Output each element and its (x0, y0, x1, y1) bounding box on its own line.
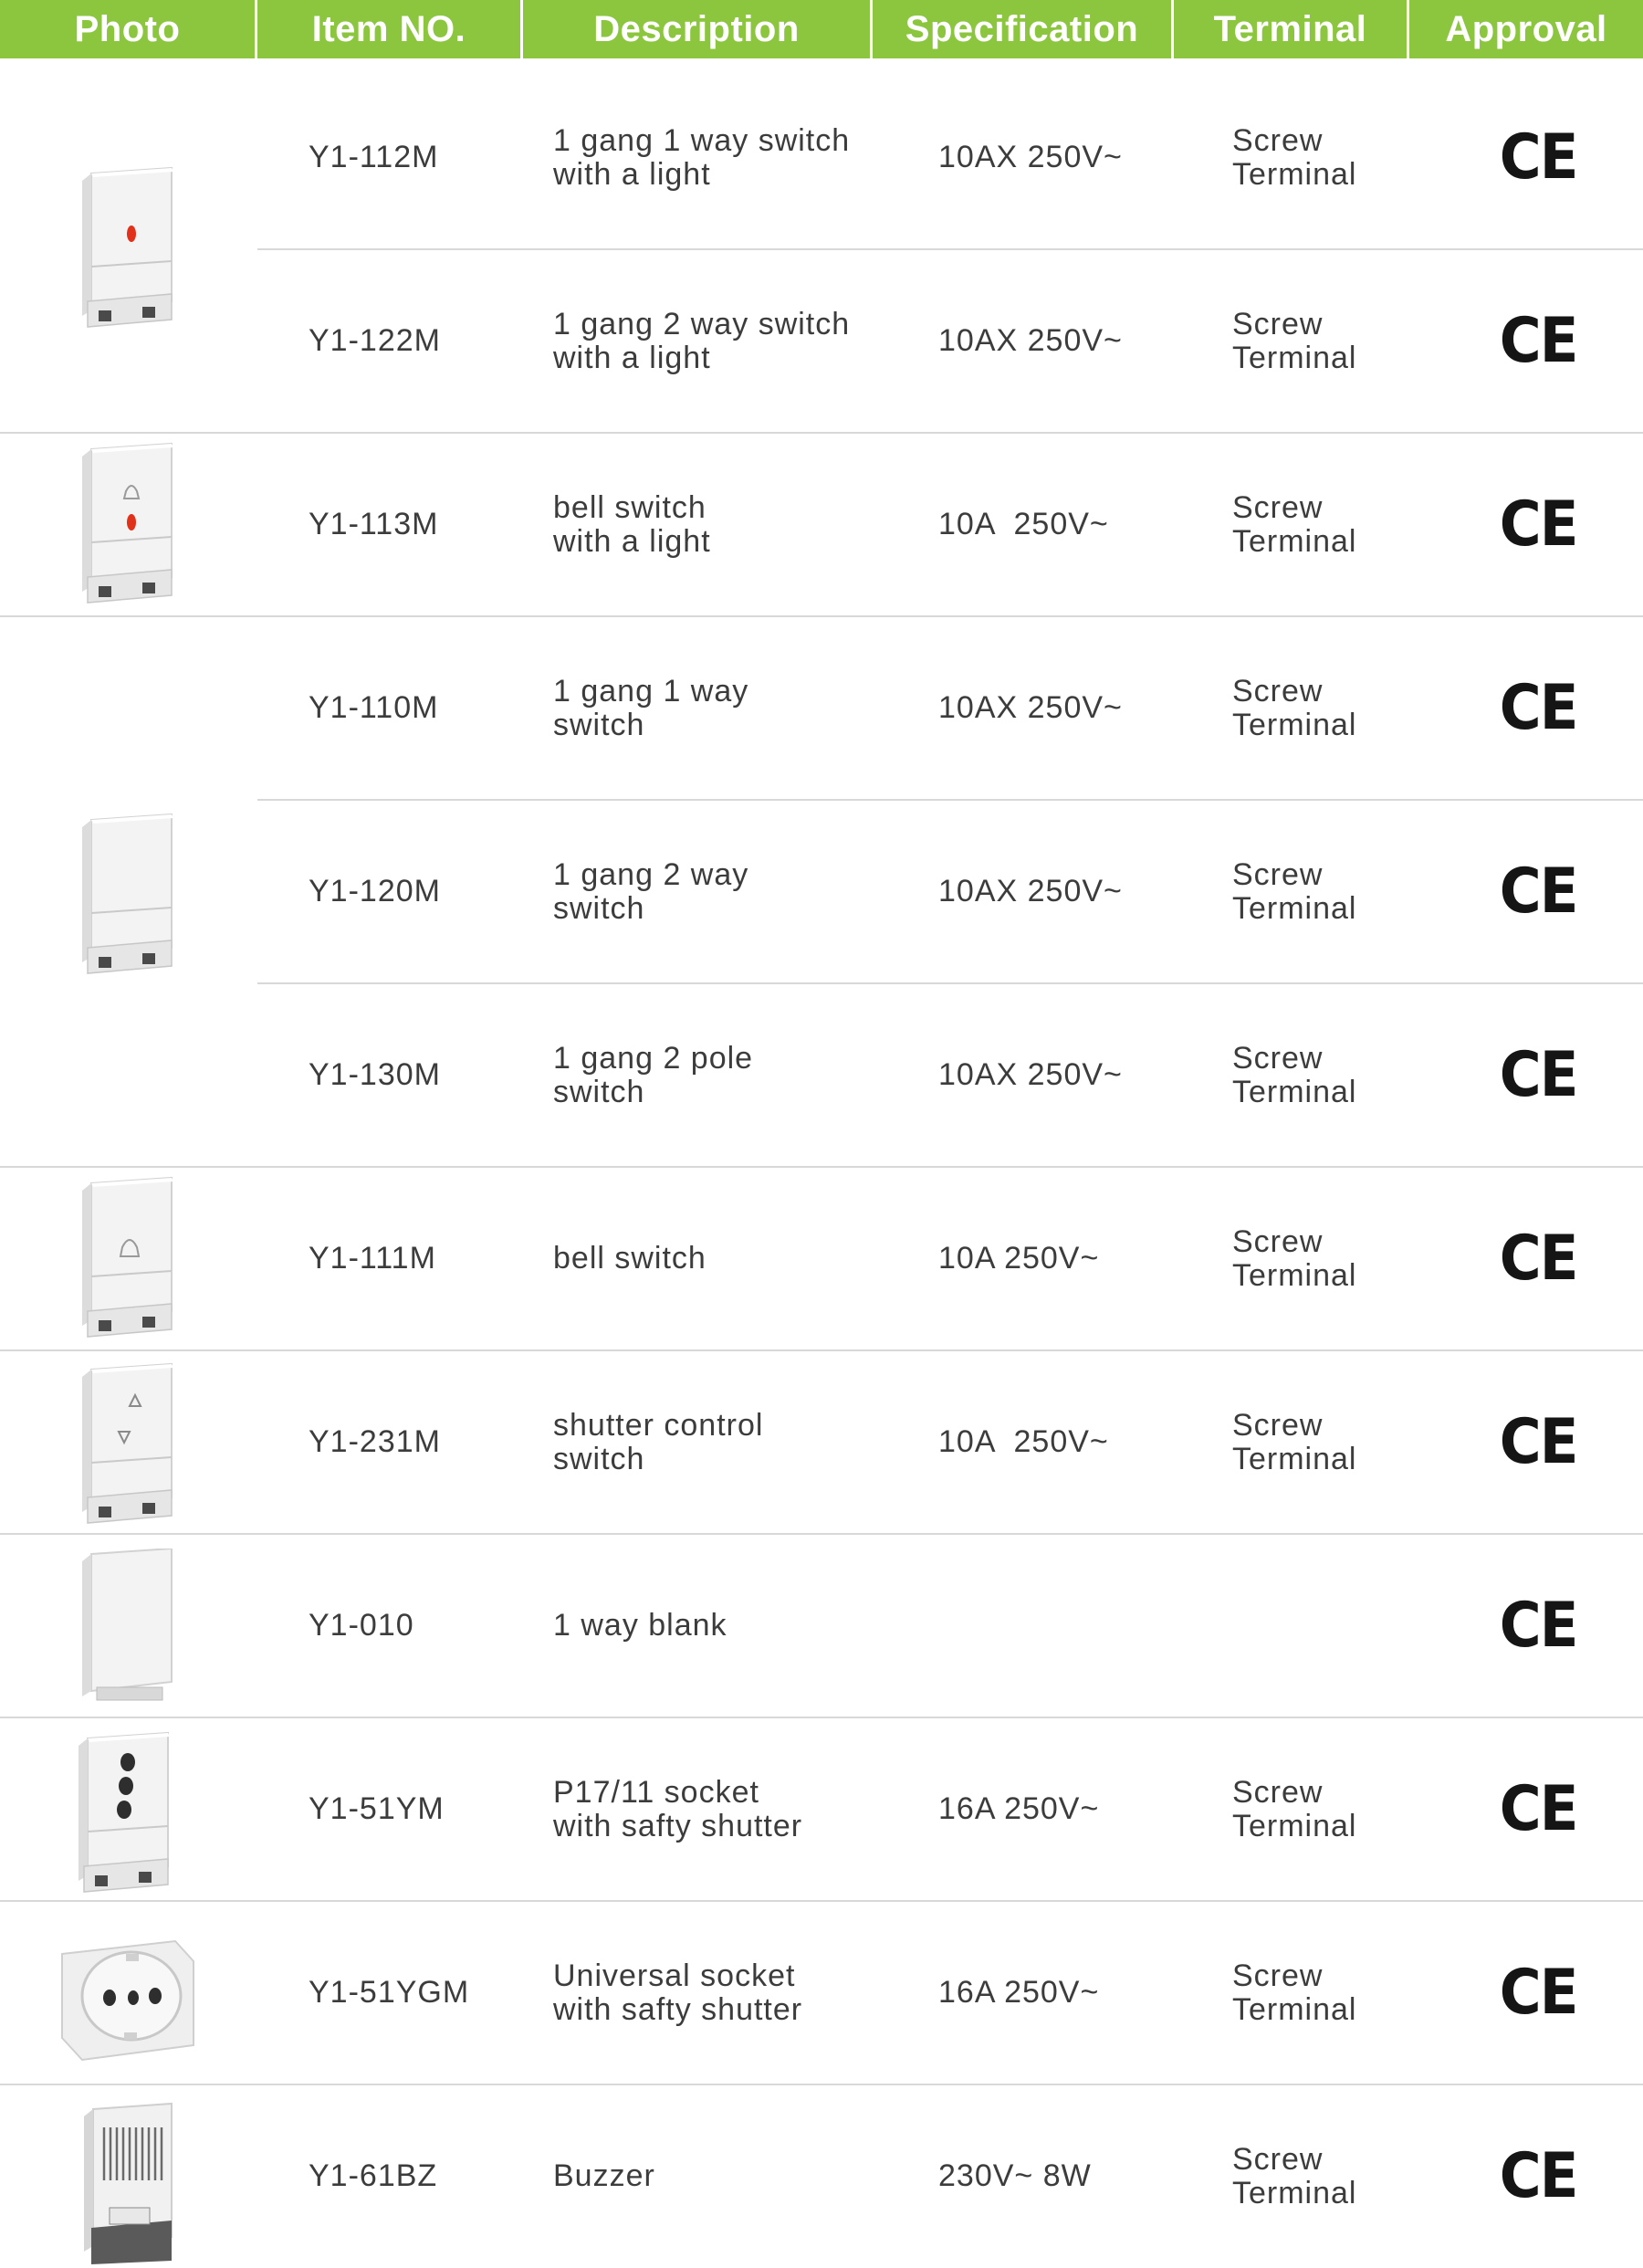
terminal: Screw Terminal (1232, 1407, 1357, 1476)
description: P17/11 socket with safty shutter (553, 1774, 803, 1843)
item-number: Y1-111M (309, 1241, 436, 1276)
terminal: Screw Terminal (1232, 673, 1357, 742)
universal-socket-photo (57, 1917, 203, 2073)
row-divider (0, 2084, 1643, 2085)
approval-cell (1488, 1717, 1588, 1901)
item-number: Y1-120M (309, 874, 441, 908)
table-row (0, 1534, 1643, 1717)
row-divider (0, 1900, 1643, 1902)
header-approval: Approval (1445, 8, 1607, 49)
description: Buzzer (553, 2158, 655, 2193)
item-number: Y1-51YM (309, 1791, 445, 1826)
up-down-switch-icon (71, 1360, 190, 1527)
specification (938, 1534, 1167, 1717)
description: 1 gang 2 way switch (553, 856, 749, 926)
table-row (0, 2084, 1643, 2268)
table-row (0, 800, 1643, 983)
description: 1 gang 1 way switch with a light (553, 122, 851, 192)
approval-cell (1488, 983, 1588, 1167)
bell-switch-red-indicator-icon (71, 440, 190, 606)
description: shutter control switch (553, 1407, 764, 1476)
terminal: Screw Terminal (1232, 856, 1357, 926)
terminal: Screw Terminal (1232, 489, 1357, 559)
specification: 10AX 250V~ (938, 690, 1123, 725)
item-number: Y1-61BZ (309, 2158, 438, 2193)
table-row (0, 66, 1643, 249)
header-photo: Photo (0, 0, 257, 58)
terminal: Screw Terminal (1232, 1223, 1357, 1293)
schuko-socket-icon (57, 1917, 203, 2073)
description: 1 gang 2 way switch with a light (553, 306, 851, 375)
blank-module-icon (71, 1549, 190, 1715)
buzzer-photo (73, 2100, 192, 2264)
approval-cell (1488, 800, 1588, 983)
ce-mark-icon: CE (1499, 1957, 1577, 2029)
row-divider (257, 799, 1643, 801)
item-number: Y1-130M (309, 1057, 441, 1092)
table-row (0, 1901, 1643, 2084)
item-number: Y1-231M (309, 1424, 441, 1459)
ce-mark-icon: CE (1499, 672, 1577, 744)
italian-socket-icon (68, 1729, 186, 1895)
approval-cell (1488, 1534, 1588, 1717)
ce-mark-icon: CE (1499, 488, 1577, 561)
description: 1 gang 2 pole switch (553, 1040, 754, 1109)
approval-cell (1488, 616, 1588, 800)
switch-with-light-photo (71, 164, 190, 331)
row-divider (257, 982, 1643, 984)
table-row (0, 983, 1643, 1167)
bell-switch-with-light-photo (71, 440, 190, 606)
ce-mark-icon: CE (1499, 1773, 1577, 1845)
header-terminal: Terminal (1174, 0, 1409, 58)
p17-socket-photo (68, 1729, 186, 1895)
approval-cell (1488, 2084, 1588, 2268)
rocker-switch-icon (71, 811, 190, 977)
specification: 10A 250V~ (938, 1241, 1100, 1276)
bell-switch-photo (71, 1174, 190, 1340)
specification: 10AX 250V~ (938, 1057, 1123, 1092)
specification: 16A 250V~ (938, 1975, 1100, 2010)
ce-mark-icon: CE (1499, 856, 1577, 928)
specification: 10A 250V~ (938, 1424, 1109, 1459)
table-row (0, 1350, 1643, 1534)
row-divider (0, 615, 1643, 617)
specification: 10AX 250V~ (938, 323, 1123, 358)
description: bell switch (553, 1241, 706, 1276)
approval-cell (1488, 249, 1588, 433)
specification: 230V~ 8W (938, 2158, 1092, 2193)
specification: 16A 250V~ (938, 1791, 1100, 1826)
header-specification: Specification (873, 0, 1174, 58)
ce-mark-icon: CE (1499, 2140, 1577, 2212)
ce-mark-icon: CE (1499, 1406, 1577, 1478)
item-number: Y1-112M (309, 140, 439, 174)
description: 1 way blank (553, 1608, 727, 1643)
item-number: Y1-010 (309, 1608, 414, 1643)
rocker-switch-red-indicator-icon (71, 164, 190, 331)
specification: 10AX 250V~ (938, 140, 1123, 174)
row-divider (0, 1717, 1643, 1718)
terminal: Screw Terminal (1232, 306, 1357, 375)
row-divider (0, 1349, 1643, 1351)
item-number: Y1-122M (309, 323, 441, 358)
plain-switch-photo (71, 811, 190, 977)
description: 1 gang 1 way switch (553, 673, 749, 742)
approval-cell (1488, 433, 1588, 616)
bell-switch-icon (71, 1174, 190, 1340)
terminal: Screw Terminal (1232, 1040, 1357, 1109)
ce-mark-icon: CE (1499, 1039, 1577, 1111)
terminal: Screw Terminal (1232, 1774, 1357, 1843)
specification: 10AX 250V~ (938, 874, 1123, 908)
row-divider (0, 432, 1643, 434)
terminal: Screw Terminal (1232, 2141, 1357, 2210)
header-item-no: Item NO. (257, 0, 523, 58)
terminal: Screw Terminal (1232, 122, 1357, 192)
table-row (0, 1717, 1643, 1901)
description: Universal socket with safty shutter (553, 1958, 803, 2027)
ce-mark-icon: CE (1499, 121, 1577, 194)
terminal (1232, 1534, 1415, 1717)
approval-cell (1488, 1350, 1588, 1534)
table-header (0, 0, 1643, 58)
row-divider (0, 1533, 1643, 1535)
terminal: Screw Terminal (1232, 1958, 1357, 2027)
ce-mark-icon: CE (1499, 305, 1577, 377)
item-number: Y1-113M (309, 507, 439, 541)
specification: 10A 250V~ (938, 507, 1109, 541)
item-number: Y1-110M (309, 690, 439, 725)
ce-mark-icon: CE (1499, 1590, 1577, 1662)
buzzer-icon (73, 2100, 192, 2264)
row-divider (0, 1166, 1643, 1168)
table-row (0, 433, 1643, 616)
item-number: Y1-51YGM (309, 1975, 470, 2010)
ce-mark-icon: CE (1499, 1223, 1577, 1295)
approval-cell (1488, 1167, 1588, 1350)
description: bell switch with a light (553, 489, 711, 559)
table-row (0, 249, 1643, 433)
table-row (0, 616, 1643, 800)
shutter-control-switch-photo (71, 1360, 190, 1527)
table-row (0, 1167, 1643, 1350)
approval-cell (1488, 1901, 1588, 2084)
blank-module-photo (71, 1549, 190, 1715)
row-divider (257, 248, 1643, 250)
approval-cell (1488, 66, 1588, 249)
header-description: Description (523, 0, 873, 58)
